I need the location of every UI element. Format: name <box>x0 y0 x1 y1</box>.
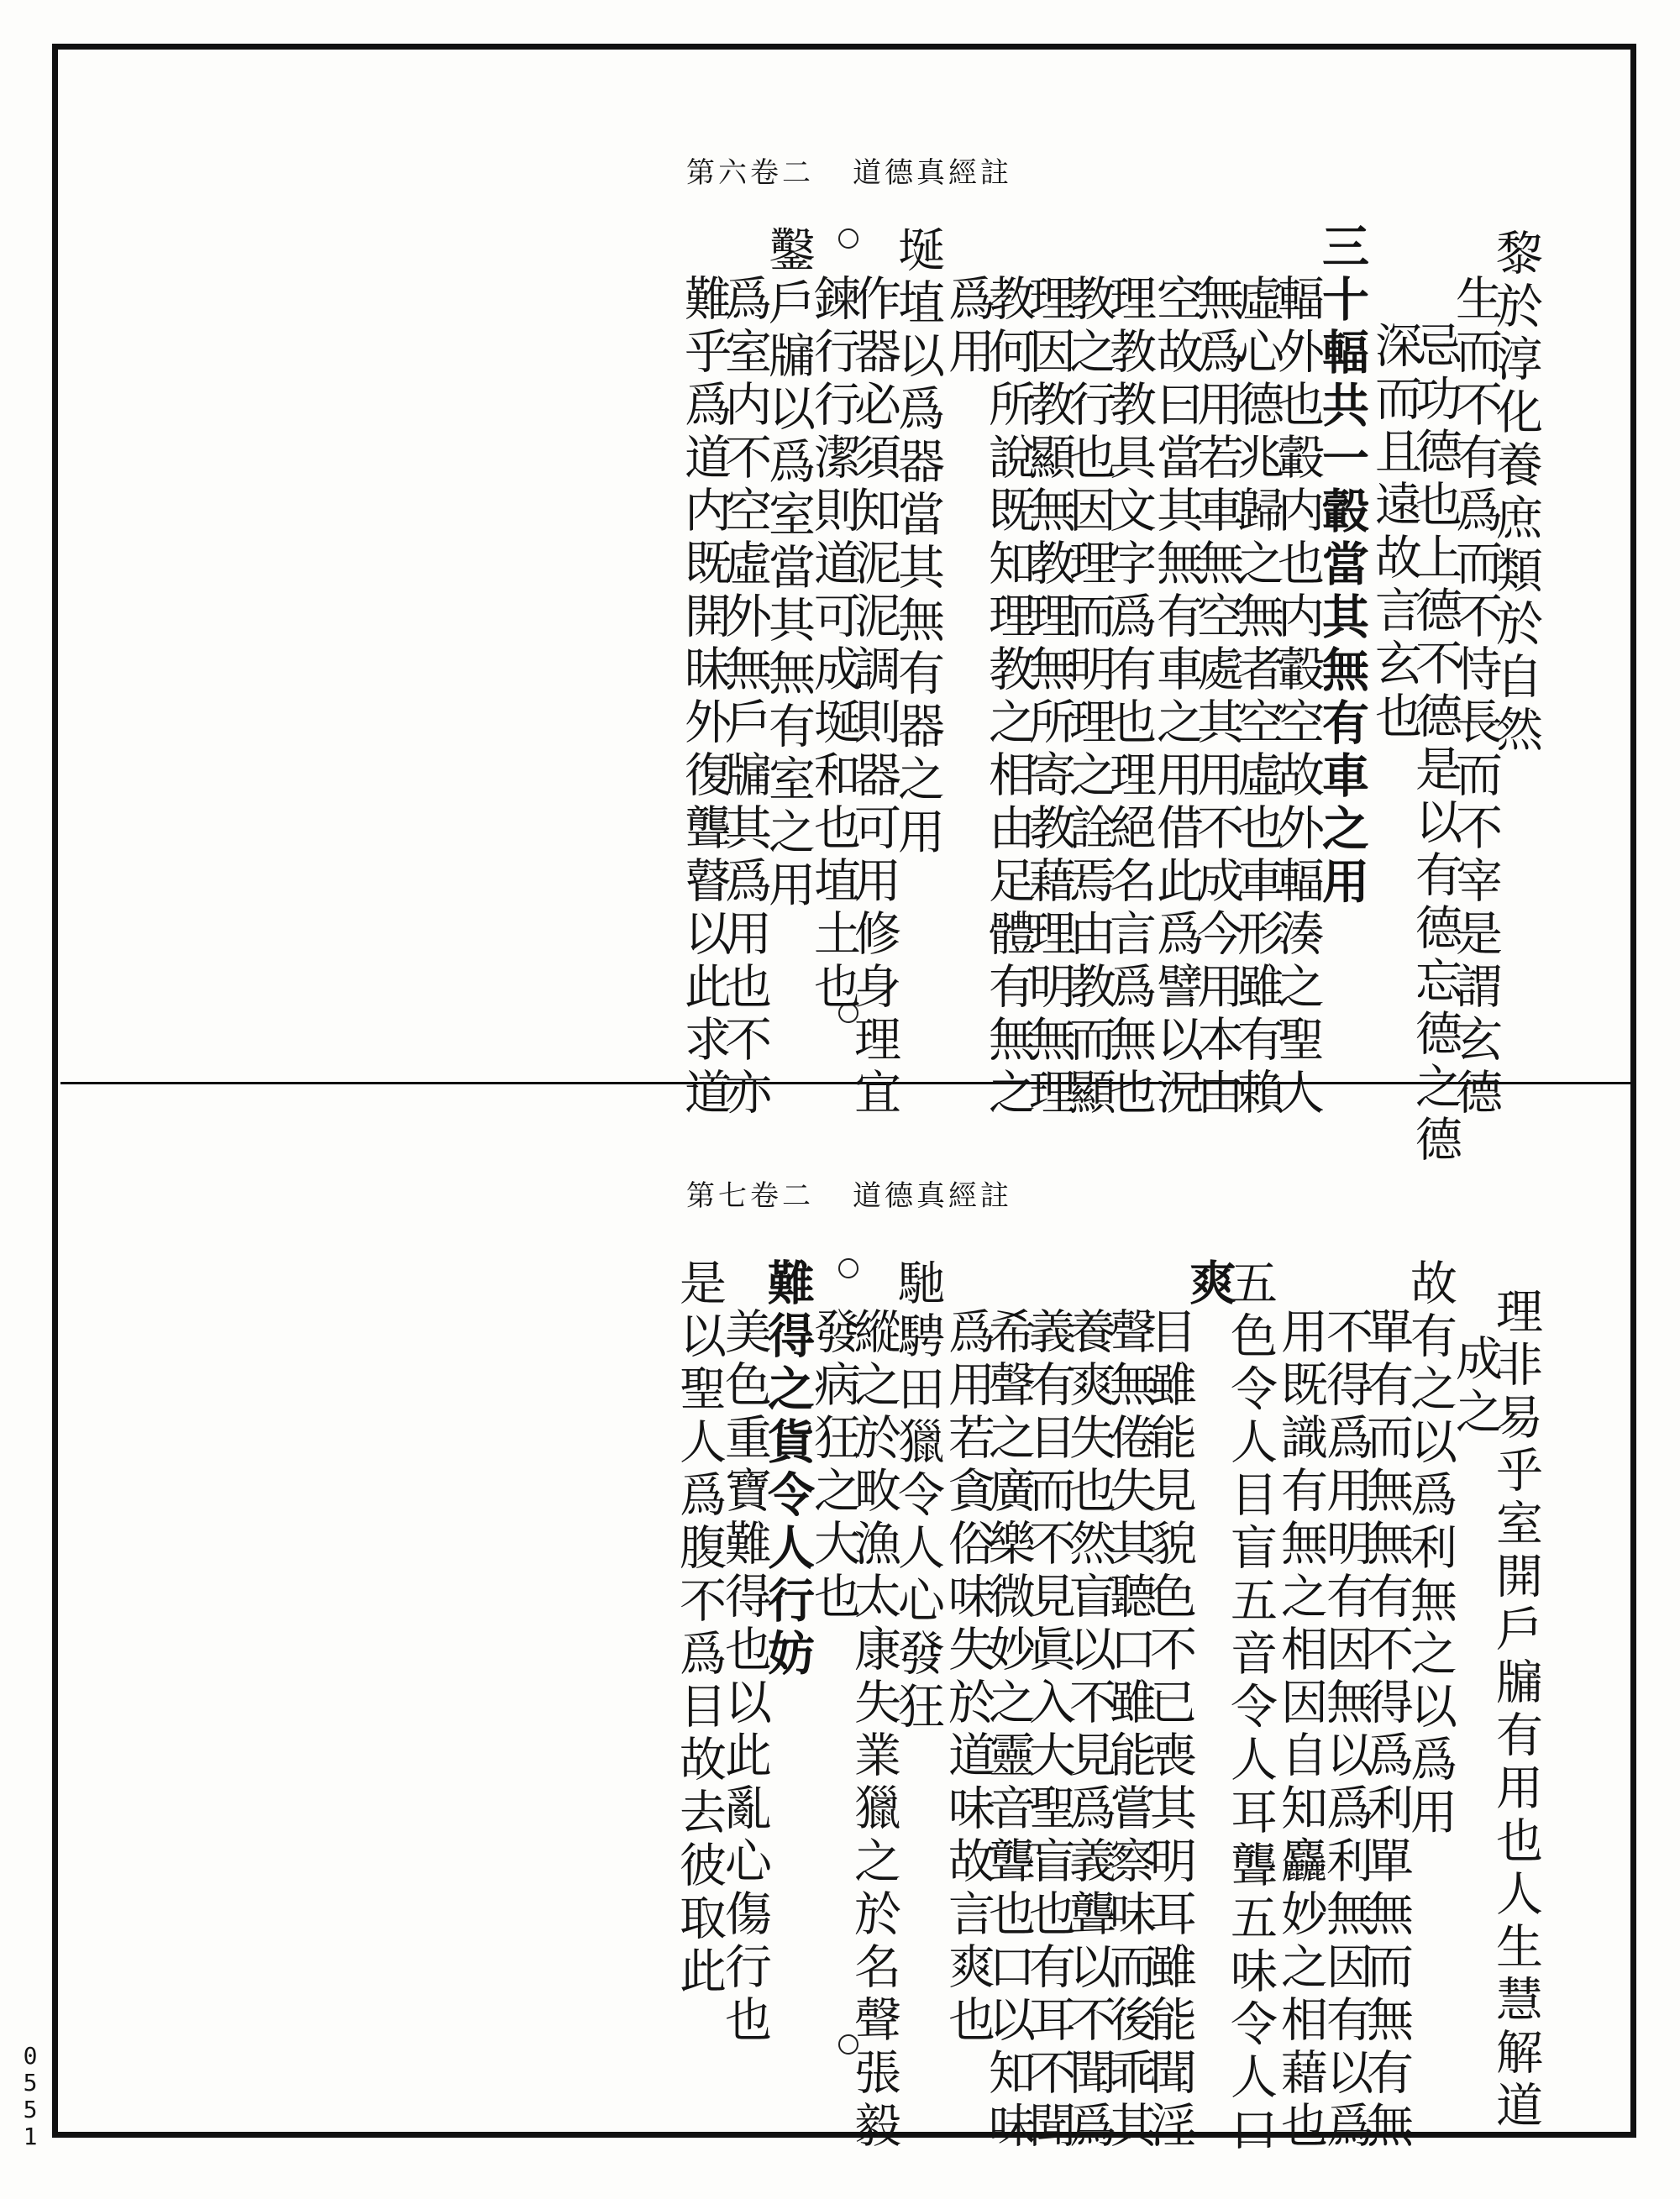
header-volume: 卷二 <box>750 1179 814 1213</box>
text-column: 美色重寶難得也以此亂心傷行也 <box>717 1307 772 2048</box>
header-page: 第七 <box>686 1179 750 1213</box>
text-column: 希聲之廣樂微妙之靈音聾也口以知味 <box>981 1307 1036 2154</box>
text-column: 深而且遠故言玄也 <box>1368 321 1422 744</box>
text-column: 馳騁田獵令人心發狂 <box>890 1258 945 1735</box>
text-column: 單有而無無有不得爲利單無而無有無 <box>1359 1307 1414 2154</box>
text-column: 輻外也轂内也内轂空故外輻湊之聖人 <box>1270 274 1325 1120</box>
text-column: 黎於淳化養庶類於自然 <box>1488 228 1543 758</box>
text-column: 爲用 <box>941 274 995 380</box>
text-column: 不得爲用明有因無以爲利無因有以爲 <box>1319 1307 1373 2154</box>
text-column: 故有之以爲利無之以爲用 <box>1403 1258 1457 1840</box>
bottom-page-header <box>67 1173 1631 1214</box>
circle-mark <box>838 1258 858 1278</box>
text-column: 理因教顯無教理無所寄教藉理明無理 <box>1021 274 1076 1120</box>
text-column: 教之行也因理而明理之詮焉由教而顯 <box>1062 274 1116 1120</box>
text-column: 埏埴以爲器當其無有器之用 <box>890 225 945 860</box>
text-column: 作器必須知泥泥調則器可用修身理宜 <box>847 274 901 1120</box>
text-column: 縱之於畋漁太康失業獵之於名聲張毅 <box>847 1307 901 2154</box>
text-column: 養爽失也然盲以不見爲義聾以不聞爲 <box>1062 1307 1116 2154</box>
text-column: 爽 <box>1182 1258 1237 1311</box>
text-column: 是以聖人爲腹不爲目故去彼取此 <box>672 1258 727 1999</box>
text-column: 發病狂之大也 <box>806 1307 861 1624</box>
bottom-page <box>67 1085 1631 2158</box>
text-column: 聲無倦失其聽口雖能嘗察味而後乖其 <box>1102 1307 1157 2154</box>
text-column: 鍊行行潔則道可成埏和也埴土也 <box>806 274 861 1015</box>
text-column: 忌功德也上德不德是以有德忘德之德 <box>1408 321 1462 1168</box>
header-page: 第六 <box>686 156 750 190</box>
text-column: 用既識有無之相因自知麤妙之相藉也 <box>1273 1307 1328 2154</box>
top-page-header <box>67 150 1631 191</box>
text-column: 難乎爲道内既開昧外復聾瞽以此求道 <box>677 274 732 1120</box>
text-column: 無爲用若車無空處其用不成今用本由 <box>1189 274 1244 1120</box>
text-column: 教何所說既知理教之相由足體有無之 <box>981 274 1036 1120</box>
margin-page-number: 0551 <box>23 2042 38 2150</box>
text-column: 生而不有爲而不恃長而不宰是謂玄德 <box>1448 274 1503 1120</box>
text-column: 成之 <box>1448 1334 1503 1440</box>
text-column: 難得之貨令人行妨 <box>760 1258 816 1682</box>
text-column: 三十輻共一轂當其無有車之用 <box>1315 222 1370 910</box>
text-column: 五色令人目盲五音令人耳聾五味令人口 <box>1223 1258 1278 2158</box>
header-title: 道德真經註 <box>853 1179 1012 1213</box>
text-column: 空故曰當其無有車之用借此爲譬以況 <box>1149 274 1204 1120</box>
header-volume: 卷二 <box>750 156 814 190</box>
text-column: 虛心德兆歸之無者空虛也車形雖有賴 <box>1230 274 1284 1120</box>
text-column: 理非易乎室開戶牖有用也人生慧解道 <box>1488 1287 1543 2133</box>
text-column: 鑿戶牖以爲室當其無有室之用 <box>761 225 816 913</box>
text-column: 義有目而不見眞入大聖盲也有耳不聞 <box>1021 1307 1076 2154</box>
text-column: 爲室内不空虛外無戶牖其爲用也不亦 <box>717 274 772 1120</box>
circle-mark <box>838 228 858 249</box>
text-column: 理教教具文字爲有也理絕名言爲無也 <box>1102 274 1157 1120</box>
top-page <box>67 60 1631 1168</box>
text-column: 目雖能見貌色不已喪其明耳雖能聞淫 <box>1142 1307 1197 2154</box>
text-column: 爲用若貪俗味失於道味故言爽也 <box>941 1307 995 2048</box>
header-title: 道德真經註 <box>853 156 1012 190</box>
